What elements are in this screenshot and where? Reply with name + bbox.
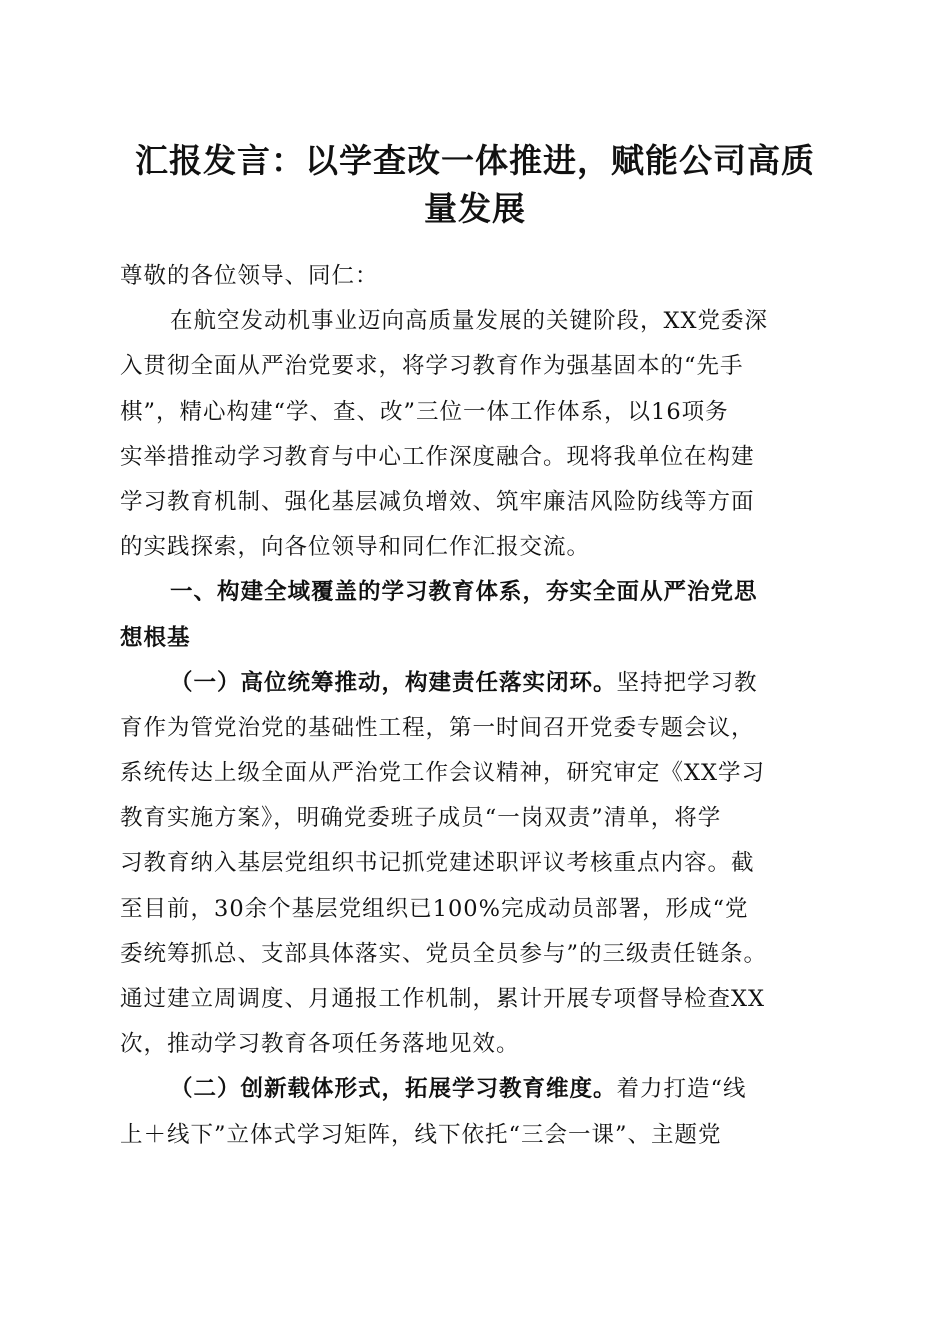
subsection-1-line: 习教育纳入基层党组织书记抓党建述职评议考核重点内容。截 [120, 850, 755, 877]
subsection-1-line: 次，推动学习教育各项任务落地见效。 [120, 1031, 520, 1058]
subsection-2-line: 上＋线下”立体式学习矩阵，线下依托“三会一课”、主题党 [120, 1121, 722, 1148]
title-line-1: 汇报发言：以学查改一体推进，赋能公司高质 [135, 141, 815, 180]
subsection-2-first-line [120, 1067, 832, 1112]
intro-line: 学习教育机制、强化基层减负增效、筑牢廉洁风险防线等方面 [120, 488, 755, 515]
title-line-2: 量发展 [424, 189, 526, 228]
document-title [120, 137, 830, 233]
subsection-2-text: 着力打造“线 [616, 1076, 747, 1103]
subsection-1-line: 育作为管党治党的基础性工程，第一时间召开党委专题会议， [120, 714, 755, 741]
salutation: 尊敬的各位领导、同仁： [120, 263, 379, 289]
intro-line: 棋”，精心构建“学、查、改”三位一体工作体系，以16项务 [120, 398, 729, 425]
subsection-1-line: 通过建立周调度、月通报工作机制，累计开展专项督导检查XX [120, 986, 766, 1012]
subsection-1-line: 至目前，30余个基层党组织已100%完成动员部署，形成“党 [120, 895, 749, 922]
intro-line: 入贯彻全面从严治党要求，将学习教育作为强基固本的“先手 [120, 353, 744, 380]
document-body [120, 254, 832, 1158]
subsection-1-line: 委统筹抓总、支部具体落实、党员全员参与”的三级责任链条。 [120, 940, 768, 967]
subsection-1-line: 教育实施方案》，明确党委班子成员“一岗双责”清单，将学 [120, 805, 722, 832]
subsection-1-heading: （一）高位统筹推动，构建责任落实闭环。 [170, 669, 617, 696]
subsection-2-heading: （二）创新载体形式，拓展学习教育维度。 [170, 1076, 617, 1103]
subsection-1-text: 坚持把学习教 [616, 669, 758, 696]
intro-line: 的实践探索，向各位领导和同仁作汇报交流。 [120, 534, 591, 561]
section-heading-line: 一、构建全域覆盖的学习教育体系，夯实全面从严治党思 [170, 579, 758, 606]
subsection-1-line: 系统传达上级全面从严治党工作会议精神，研究审定《XX学习 [120, 760, 766, 787]
intro-line: 在航空发动机事业迈向高质量发展的关键阶段，XX党委深 [170, 308, 769, 335]
subsection-1-first-line [120, 661, 832, 706]
section-heading-line: 想根基 [120, 624, 191, 651]
intro-line: 实举措推动学习教育与中心工作深度融合。现将我单位在构建 [120, 443, 755, 470]
